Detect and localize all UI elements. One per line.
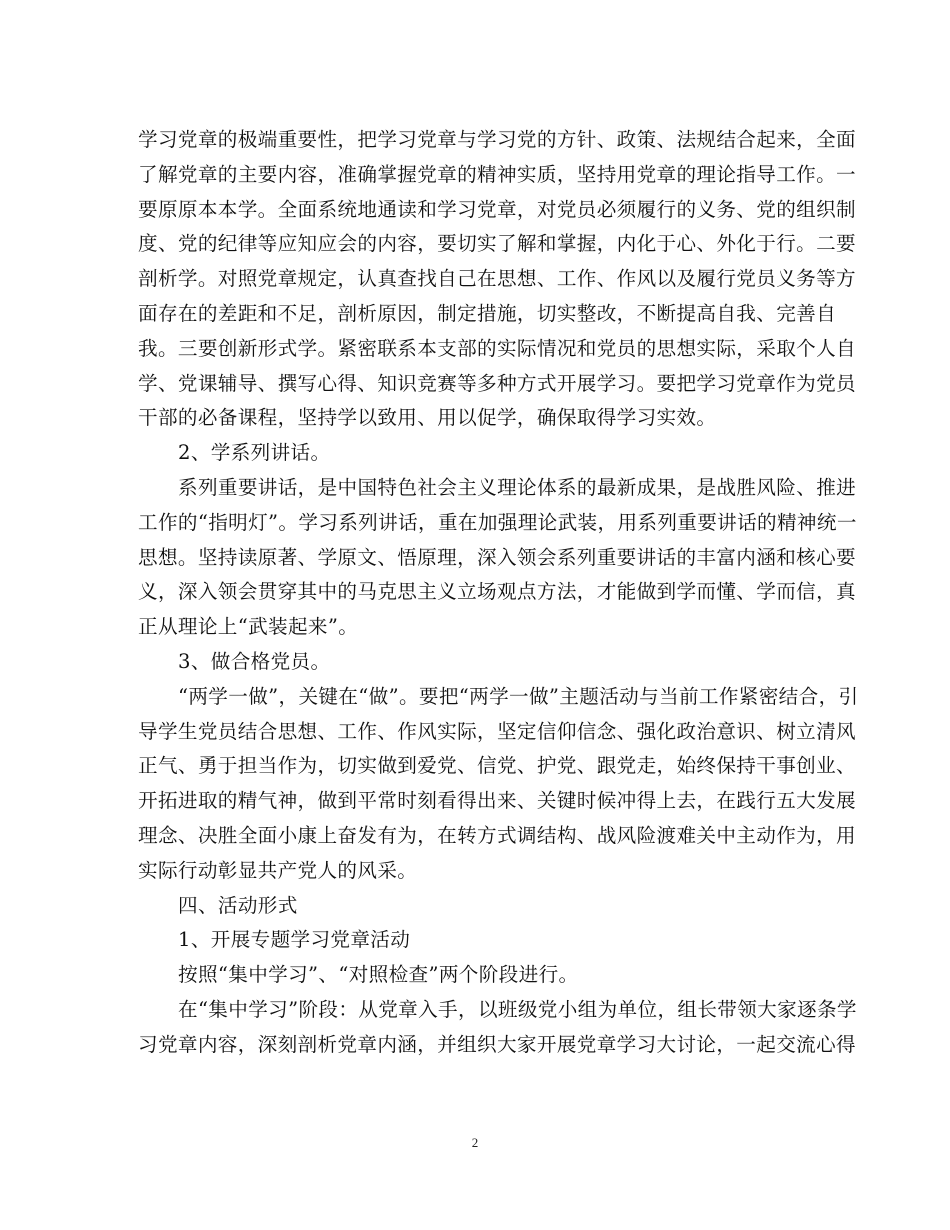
paragraph-line: 度、党的纪律等应知应会的内容，要切实了解和掌握，内化于心、外化于行。二要 xyxy=(138,232,856,256)
paragraph-line: 按照“集中学习”、“对照检查”两个阶段进行。 xyxy=(178,963,579,987)
paragraph-line: 理念、决胜全面小康上奋发有为，在转方式调结构、战风险渡难关中主动作为，用 xyxy=(138,823,856,847)
section-heading: 1、开展专题学习党章活动 xyxy=(178,928,411,952)
paragraph-line: 我。三要创新形式学。紧密联系本支部的实际情况和党员的思想实际，采取个人自 xyxy=(138,336,856,360)
page-number: 2 xyxy=(471,1135,479,1150)
paragraph-line: 面存在的差距和不足，剖析原因，制定措施，切实整改，不断提高自我、完善自 xyxy=(138,301,837,325)
paragraph-line: 了解党章的主要内容，准确掌握党章的精神实质，坚持用党章的理论指导工作。一 xyxy=(138,162,856,186)
paragraph-line: 学习党章的极端重要性，把学习党章与学习党的方针、政策、法规结合起来，全面 xyxy=(138,128,856,151)
paragraph-line: 剖析学。对照党章规定，认真查找自己在思想、工作、作风以及履行党员义务等方 xyxy=(138,267,856,291)
paragraph-line: 要原原本本学。全面系统地通读和学习党章，对党员必须履行的义务、党的组织制 xyxy=(138,197,856,221)
paragraph-line: 实际行动彰显共产党人的风采。 xyxy=(138,858,418,882)
section-heading: 四、活动形式 xyxy=(178,893,298,917)
paragraph-line: 系列重要讲话，是中国特色社会主义理论体系的最新成果，是战胜风险、推进 xyxy=(178,475,857,499)
section-heading: 2、学系列讲话。 xyxy=(178,441,331,465)
paragraph-line: 正气、勇于担当作为，切实做到爱党、信党、护党、跟党走，始终保持干事创业、 xyxy=(138,754,856,778)
paragraph-line: 导学生党员结合思想、工作、作风实际，坚定信仰信念、强化政治意识、树立清风 xyxy=(138,719,856,743)
paragraph-line: 义，深入领会贯穿其中的马克思主义立场观点方法，才能做到学而懂、学而信，真 xyxy=(138,580,856,604)
paragraph-line: 干部的必备课程，坚持学以致用、用以促学，确保取得学习实效。 xyxy=(138,406,717,430)
paragraph-line: 习党章内容，深刻剖析党章内涵，并组织大家开展党章学习大讨论，一起交流心得 xyxy=(138,1032,856,1056)
paragraph-line: 学、党课辅导、撰写心得、知识竞赛等多种方式开展学习。要把学习党章作为党员 xyxy=(138,371,856,395)
paragraph-line: 开拓进取的精气神，做到平常时刻看得出来、关键时候冲得上去，在践行五大发展 xyxy=(138,789,856,813)
document-body xyxy=(138,123,859,1063)
paragraph-line: 工作的“指明灯”。学习系列讲话，重在加强理论武装，用系列重要讲话的精神统一 xyxy=(138,510,857,534)
paragraph-line: 思想。坚持读原著、学原文、悟原理，深入领会系列重要讲话的丰富内涵和核心要 xyxy=(138,545,856,569)
paragraph-line: 在“集中学习”阶段：从党章入手，以班级党小组为单位，组长带领大家逐条学 xyxy=(178,997,857,1021)
paragraph-line: 正从理论上“武装起来”。 xyxy=(138,615,359,639)
paragraph-line: “两学一做”，关键在“做”。要把“两学一做”主题活动与当前工作紧密结合，引 xyxy=(178,684,859,708)
section-heading: 3、做合格党员。 xyxy=(178,649,331,673)
